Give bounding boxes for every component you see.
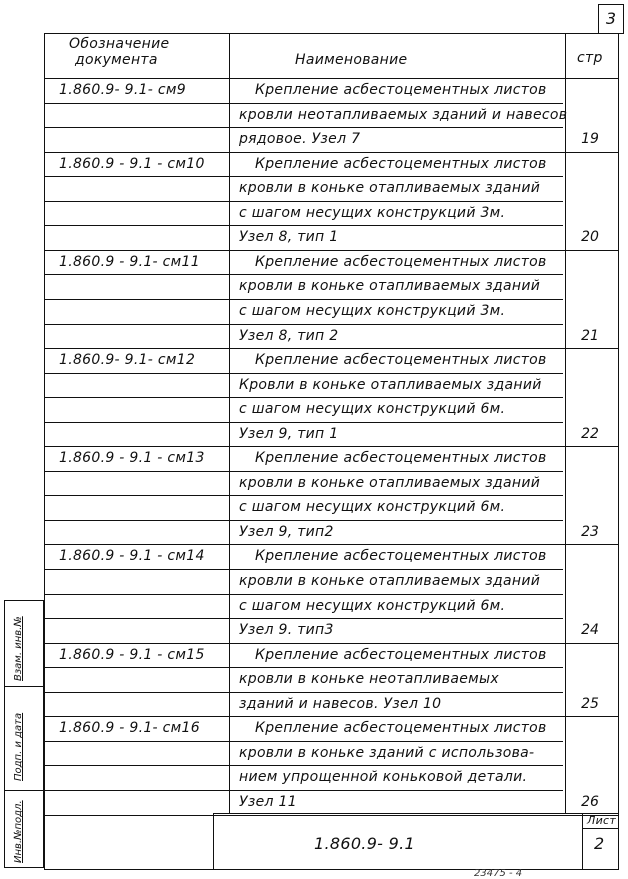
row-name-line: с шагом несущих конструкций 6м. <box>239 499 506 516</box>
row-page: 25 <box>581 695 599 712</box>
row-designation: 1.860.9 - 9.1 - см15 <box>59 646 205 663</box>
row-name-line: Кровли в коньке отапливаемых зданий <box>239 376 542 393</box>
sheet-corner-number: 3 <box>598 4 624 34</box>
title-stamp <box>213 813 618 869</box>
row-designation: 1.860.9 - 9.1- см16 <box>59 720 200 737</box>
header-name: Наименование <box>295 52 408 68</box>
row-designation: 1.860.9- 9.1- см12 <box>59 352 196 369</box>
row-page: 24 <box>581 622 599 639</box>
side-label-inv-orig: Инв.№подл. <box>13 800 24 863</box>
row-name-line: Крепление асбестоцементных листов <box>255 82 547 98</box>
stamp-sheet-label: Лист <box>587 814 617 827</box>
row-name-line: кровли в коньке отапливаемых зданий <box>239 474 541 491</box>
row-name-line: Крепление асбестоцементных листов <box>255 253 547 270</box>
row-name-line: кровли в коньке неотапливаемых <box>239 671 499 688</box>
row-page: 19 <box>581 131 599 148</box>
row-name-line: кровли в коньке зданий с использова- <box>239 744 535 761</box>
drawing-frame <box>44 33 619 870</box>
row-designation: 1.860.9 - 9.1- см11 <box>59 253 200 270</box>
row-name-line: Узел 9, тип2 <box>239 523 334 540</box>
row-name-line: Крепление асбестоцементных листов <box>255 646 547 663</box>
stamp-sheet-number: 2 <box>594 834 605 853</box>
row-name-line: с шагом несущих конструкций 6м. <box>239 401 506 418</box>
side-label-sign-date: Подп. и дата <box>13 712 24 781</box>
row-name-line: Крепление асбестоцементных листов <box>255 450 547 467</box>
row-name-line: Крепление асбестоцементных листов <box>255 352 547 369</box>
row-designation: 1.860.9 - 9.1 - см10 <box>59 155 205 172</box>
row-page: 22 <box>581 425 599 442</box>
row-name-line: с шагом несущих конструкций 3м. <box>239 302 506 319</box>
row-name-line: Узел 11 <box>239 793 297 810</box>
row-name-line: Узел 9. тип3 <box>239 622 334 639</box>
row-designation: 1.860.9 - 9.1 - см13 <box>59 450 205 467</box>
row-name-line: кровли в коньке отапливаемых зданий <box>239 573 541 589</box>
row-name-line: Узел 8, тип 2 <box>239 327 339 344</box>
row-name-line: с шагом несущих конструкций 6м. <box>239 597 506 614</box>
row-name-line: Крепление асбестоцементных листов <box>255 155 547 172</box>
row-name-line: Крепление асбестоцементных листов <box>255 720 547 737</box>
row-name-line: нием упрощенной коньковой детали. <box>239 769 528 786</box>
stamp-code: 1.860.9- 9.1 <box>314 834 415 853</box>
row-name-line: кровли в коньке отапливаемых зданий <box>239 278 541 295</box>
side-stamp <box>4 600 44 868</box>
header-designation-2: документа <box>75 52 158 68</box>
row-page: 20 <box>581 229 599 246</box>
row-designation: 1.860.9- 9.1- см9 <box>59 82 186 98</box>
side-label-replace-inv: Взам. инв.№ <box>13 616 24 681</box>
row-designation: 1.860.9 - 9.1 - см14 <box>59 548 205 565</box>
header-designation-1: Обозначение <box>69 36 170 52</box>
row-name-line: Узел 8, тип 1 <box>239 229 339 246</box>
header-page: стр <box>577 50 603 66</box>
row-page: 23 <box>581 523 599 540</box>
row-name-line: Крепление асбестоцементных листов <box>255 548 547 565</box>
bottom-code: 23475 - 4 <box>474 868 523 879</box>
row-name-line: кровли в коньке отапливаемых зданий <box>239 180 541 197</box>
row-name-line: кровли неотапливаемых зданий и навесов <box>239 106 568 123</box>
row-name-line: Узел 9, тип 1 <box>239 425 339 442</box>
row-name-line: с шагом несущих конструкций 3м. <box>239 204 506 221</box>
row-page: 21 <box>581 327 599 344</box>
row-name-line: зданий и навесов. Узел 10 <box>239 695 442 712</box>
row-name-line: рядовое. Узел 7 <box>239 131 361 148</box>
row-page: 26 <box>581 793 599 810</box>
